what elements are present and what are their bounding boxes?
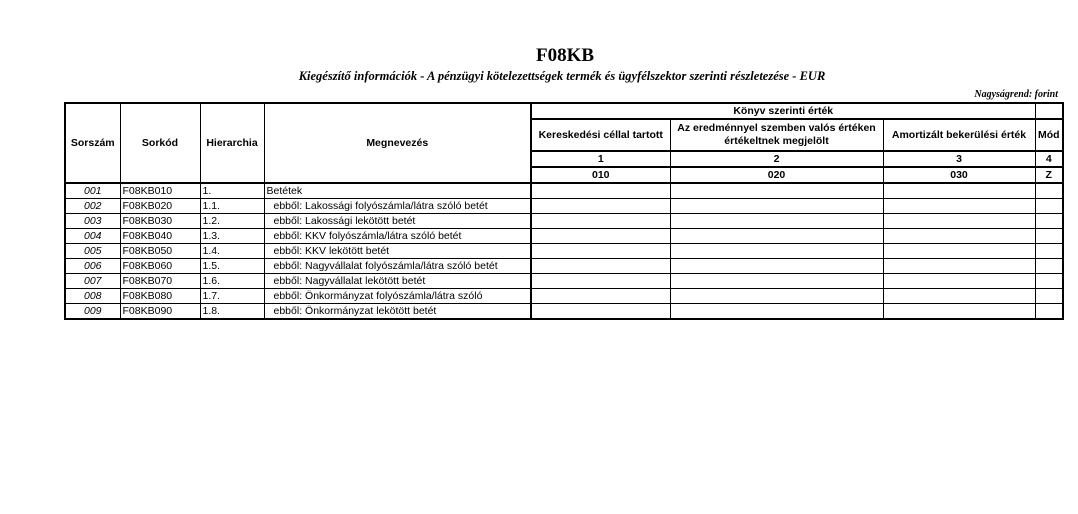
value-col2-cell[interactable] — [670, 229, 883, 244]
value-col2-cell[interactable] — [670, 214, 883, 229]
header-col3-label: Amortizált bekerülési érték — [883, 119, 1035, 151]
row-megnevezes: ebből: Nagyvállalat folyószámla/látra szóló betét — [264, 259, 531, 274]
row-sorszam: 002 — [65, 199, 120, 214]
row-sorkod: F08KB070 — [120, 274, 200, 289]
row-sorszam: 008 — [65, 289, 120, 304]
value-col1-cell[interactable] — [531, 214, 670, 229]
value-col4-cell[interactable] — [1035, 183, 1063, 199]
value-col2-cell[interactable] — [670, 289, 883, 304]
value-col1-cell[interactable] — [531, 183, 670, 199]
value-col2-cell[interactable] — [670, 244, 883, 259]
row-sorkod: F08KB010 — [120, 183, 200, 199]
table-row — [65, 259, 1063, 274]
row-hierarchia: 1.2. — [200, 214, 264, 229]
row-megnevezes: ebből: KKV lekötött betét — [264, 244, 531, 259]
magnitude-note: Nagyságrend: forint — [974, 89, 1058, 100]
row-hierarchia: 1.8. — [200, 304, 264, 320]
value-col3-cell[interactable] — [883, 244, 1035, 259]
table-row — [65, 229, 1063, 244]
row-megnevezes: Betétek — [264, 183, 531, 199]
value-col3-cell[interactable] — [883, 214, 1035, 229]
value-col4-cell[interactable] — [1035, 199, 1063, 214]
header-col1-code: 010 — [531, 167, 670, 183]
header-col3-code: 030 — [883, 167, 1035, 183]
value-col2-cell[interactable] — [670, 259, 883, 274]
value-col4-cell[interactable] — [1035, 244, 1063, 259]
value-col2-cell[interactable] — [670, 183, 883, 199]
header-col1-num: 1 — [531, 151, 670, 167]
value-col1-cell[interactable] — [531, 304, 670, 320]
row-hierarchia: 1.7. — [200, 289, 264, 304]
row-megnevezes: ebből: Önkormányzat lekötött betét — [264, 304, 531, 320]
row-megnevezes: ebből: Önkormányzat folyószámla/látra szóló — [264, 289, 531, 304]
header-col2-code: 020 — [670, 167, 883, 183]
header-hierarchia: Hierarchia — [200, 103, 264, 183]
value-col1-cell[interactable] — [531, 244, 670, 259]
value-col3-cell[interactable] — [883, 289, 1035, 304]
value-col4-cell[interactable] — [1035, 274, 1063, 289]
row-sorszam: 003 — [65, 214, 120, 229]
row-hierarchia: 1.4. — [200, 244, 264, 259]
value-col4-cell[interactable] — [1035, 214, 1063, 229]
report-table — [64, 102, 1064, 320]
row-megnevezes: ebből: Nagyvállalat lekötött betét — [264, 274, 531, 289]
value-col1-cell[interactable] — [531, 274, 670, 289]
row-hierarchia: 1.5. — [200, 259, 264, 274]
value-col1-cell[interactable] — [531, 289, 670, 304]
row-sorszam: 009 — [65, 304, 120, 320]
table-row — [65, 274, 1063, 289]
value-col2-cell[interactable] — [670, 199, 883, 214]
row-sorszam: 001 — [65, 183, 120, 199]
header-col4-label: Mód — [1035, 119, 1063, 151]
row-sorszam: 006 — [65, 259, 120, 274]
table-row — [65, 214, 1063, 229]
header-konyv-szerinti-ertek: Könyv szerinti érték — [531, 103, 1035, 119]
value-col1-cell[interactable] — [531, 229, 670, 244]
value-col1-cell[interactable] — [531, 199, 670, 214]
row-hierarchia: 1.3. — [200, 229, 264, 244]
header-empty — [1035, 103, 1063, 119]
header-sorkod: Sorkód — [120, 103, 200, 183]
value-col3-cell[interactable] — [883, 199, 1035, 214]
row-sorkod: F08KB050 — [120, 244, 200, 259]
row-sorkod: F08KB020 — [120, 199, 200, 214]
value-col4-cell[interactable] — [1035, 304, 1063, 320]
value-col3-cell[interactable] — [883, 304, 1035, 320]
row-sorkod: F08KB090 — [120, 304, 200, 320]
row-sorkod: F08KB080 — [120, 289, 200, 304]
value-col3-cell[interactable] — [883, 259, 1035, 274]
header-col4-num: 4 — [1035, 151, 1063, 167]
header-col2-label: Az eredménnyel szemben valós értéken értékeltnek megjelölt — [670, 119, 883, 151]
row-megnevezes: ebből: KKV folyószámla/látra szóló betét — [264, 229, 531, 244]
table-row — [65, 289, 1063, 304]
header-megnevezes: Megnevezés — [264, 103, 531, 183]
row-sorkod: F08KB060 — [120, 259, 200, 274]
header-col1-label: Kereskedési céllal tartott — [531, 119, 670, 151]
row-megnevezes: ebből: Lakossági folyószámla/látra szóló betét — [264, 199, 531, 214]
row-hierarchia: 1.6. — [200, 274, 264, 289]
value-col3-cell[interactable] — [883, 183, 1035, 199]
header-col4-code: Z — [1035, 167, 1063, 183]
value-col2-cell[interactable] — [670, 274, 883, 289]
value-col4-cell[interactable] — [1035, 259, 1063, 274]
table-row — [65, 304, 1063, 320]
value-col4-cell[interactable] — [1035, 229, 1063, 244]
row-sorkod: F08KB040 — [120, 229, 200, 244]
row-sorszam: 004 — [65, 229, 120, 244]
header-sorszam: Sorszám — [65, 103, 120, 183]
row-hierarchia: 1.1. — [200, 199, 264, 214]
table-row — [65, 183, 1063, 199]
row-sorszam: 005 — [65, 244, 120, 259]
row-hierarchia: 1. — [200, 183, 264, 199]
header-col2-num: 2 — [670, 151, 883, 167]
value-col4-cell[interactable] — [1035, 289, 1063, 304]
table-row — [65, 244, 1063, 259]
value-col2-cell[interactable] — [670, 304, 883, 320]
form-code-title: F08KB — [535, 45, 595, 66]
row-megnevezes: ebből: Lakossági lekötött betét — [264, 214, 531, 229]
table-row — [65, 199, 1063, 214]
row-sorkod: F08KB030 — [120, 214, 200, 229]
row-sorszam: 007 — [65, 274, 120, 289]
value-col1-cell[interactable] — [531, 259, 670, 274]
header-col3-num: 3 — [883, 151, 1035, 167]
form-subtitle: Kiegészítő információk - A pénzügyi kötelezettségek termék és ügyfélszektor szerinti részletezése - EUR — [298, 69, 826, 83]
value-col3-cell[interactable] — [883, 229, 1035, 244]
value-col3-cell[interactable] — [883, 274, 1035, 289]
